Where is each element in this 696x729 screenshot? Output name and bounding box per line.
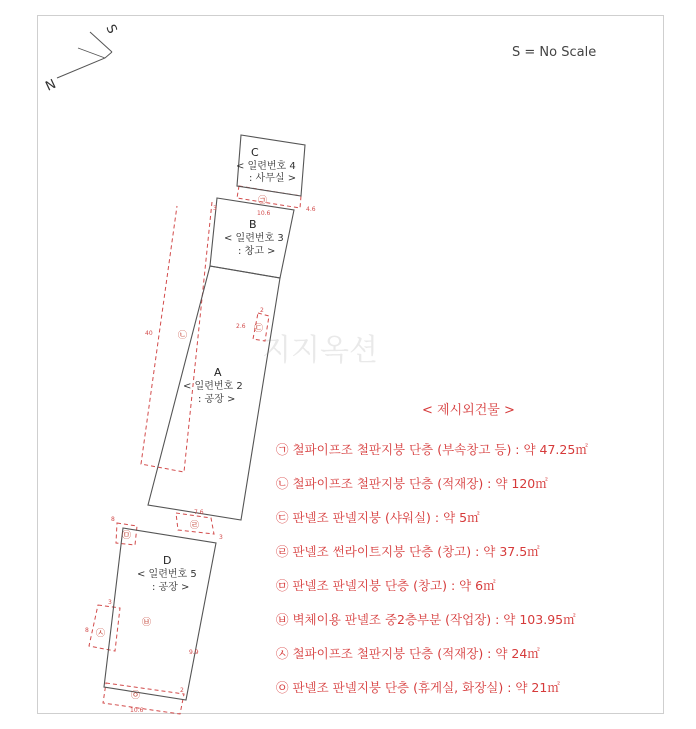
annex-marker-nieun: ㉡	[178, 331, 188, 341]
building-d-letter: D	[163, 554, 172, 567]
dimension-label: 2	[260, 307, 264, 314]
annex-siot-outline	[89, 605, 120, 651]
legend-item: ㉡ 철파이프조 철판지붕 단층 (적재장) : 약 120㎡	[276, 476, 548, 491]
watermark: 지지옥션	[262, 333, 378, 368]
annex-ieung-outline	[103, 683, 184, 714]
dimension-label: 8	[111, 516, 115, 523]
dimension-label: 2	[180, 687, 184, 694]
dimension-label: 3	[219, 534, 223, 541]
annex-marker-digeut: ㉢	[254, 324, 264, 334]
building-a-serial: < 일련번호 2	[183, 381, 243, 392]
annex-marker-ieung: ㉧	[131, 691, 141, 701]
building-b-serial: < 일련번호 3	[224, 233, 284, 244]
building-b-letter: B	[249, 218, 257, 231]
legend-item: ㉤ 판넬조 판넬지붕 단층 (창고) : 약 6㎡	[276, 578, 496, 593]
legend-item: ㉥ 벽체이용 판넬조 중2층부분 (작업장) : 약 103.95㎡	[276, 612, 576, 627]
annex-outlines	[89, 186, 301, 714]
dimension-label: 3	[213, 205, 217, 212]
annex-gi-outline	[237, 186, 301, 208]
building-d-labels	[137, 554, 197, 593]
building-d-serial: < 일련번호 5	[137, 569, 197, 580]
building-c-use: : 사무실 >	[249, 173, 297, 184]
legend-item: ㉠ 철파이프조 철판지붕 단층 (부속창고 등) : 약 47.25㎡	[276, 442, 588, 457]
building-c-labels	[236, 146, 296, 184]
building-a-letter: A	[214, 366, 222, 379]
annex-marker-rieul: ㉣	[190, 521, 200, 531]
compass-south-label: S	[102, 22, 120, 37]
building-d-outline	[104, 528, 216, 700]
dimension-label: 10.6	[130, 707, 144, 714]
compass	[43, 22, 119, 94]
dimension-label: 40	[145, 330, 153, 337]
dimension-label: 2.6	[236, 323, 246, 330]
dimension-label: 3	[108, 599, 112, 606]
dimension-label: 10.6	[257, 210, 271, 217]
legend-title: < 제시외건물 >	[422, 403, 515, 418]
building-d-use: : 공장 >	[152, 582, 190, 593]
dimension-label: 7.6	[194, 509, 204, 516]
annex-marker-gi: ㉠	[258, 196, 268, 206]
legend-item: ㉣ 판넬조 썬라이트지붕 단층 (창고) : 약 37.5㎡	[276, 544, 540, 559]
annex-marker-siot: ㉦	[96, 629, 106, 639]
scale-label: S = No Scale	[512, 45, 597, 60]
building-c-letter: C	[251, 146, 259, 159]
legend-item: ㉦ 철파이프조 철판지붕 단층 (적재장) : 약 24㎡	[276, 646, 540, 661]
building-b-use: : 창고 >	[238, 246, 276, 257]
annex-nieun-outline	[141, 202, 212, 472]
dimension-label: 9.9	[189, 649, 199, 656]
building-c-serial: < 일련번호 4	[236, 161, 296, 172]
annex-marker-mieum: ㉤	[122, 531, 132, 541]
building-a-use: : 공장 >	[198, 394, 236, 405]
annex-marker-hieut: ㉥	[142, 618, 152, 628]
legend-item: ㉧ 판넬조 판넬지붕 단층 (휴게실, 화장실) : 약 21㎡	[276, 680, 560, 695]
building-a-outline	[148, 266, 280, 520]
dimension-label: 8	[85, 627, 89, 634]
legend-item: ㉢ 판넬조 판넬지붕 (샤워실) : 약 5㎡	[276, 510, 480, 525]
building-b-labels	[224, 218, 284, 257]
compass-north-label: N	[43, 76, 59, 95]
building-outlines	[104, 135, 305, 700]
dimension-labels	[85, 205, 316, 714]
dimension-label: 4.6	[306, 206, 316, 213]
